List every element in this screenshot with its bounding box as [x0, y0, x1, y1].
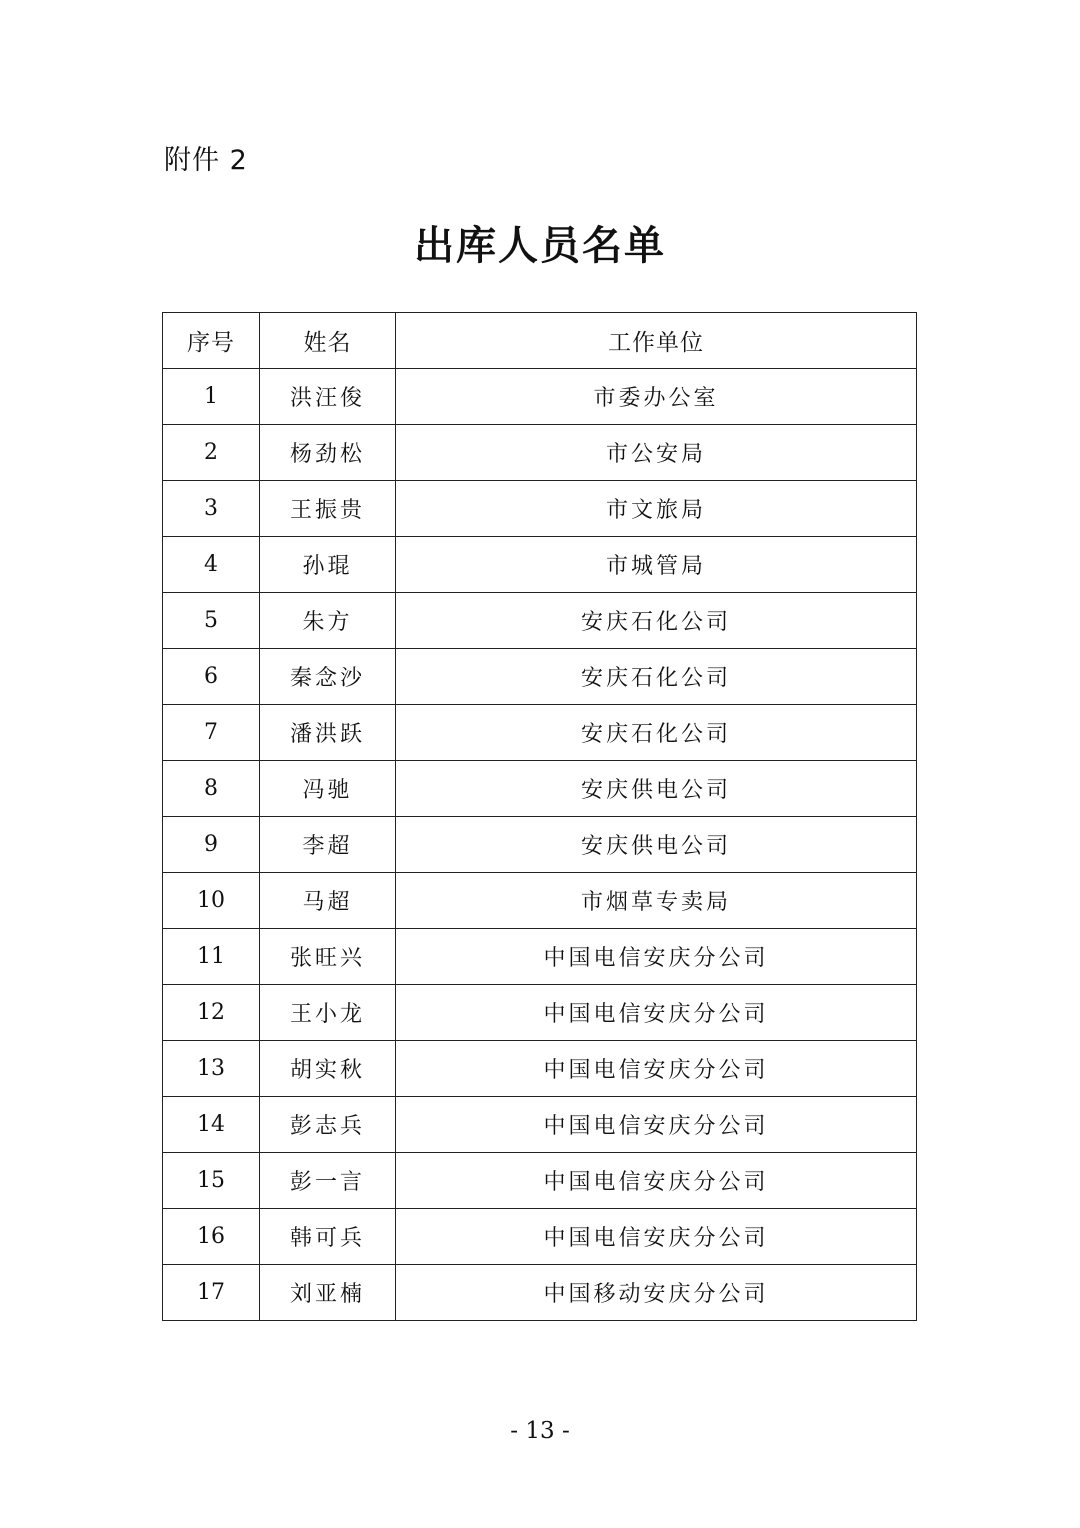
- table-header-row: [163, 313, 917, 369]
- table-row: [163, 929, 917, 985]
- cell-name: 潘洪跃: [260, 705, 396, 761]
- cell-number: 6: [163, 649, 260, 705]
- cell-number: 3: [163, 481, 260, 537]
- cell-number: 9: [163, 817, 260, 873]
- table-row: [163, 1209, 917, 1265]
- cell-name: 王振贵: [260, 481, 396, 537]
- table-row: [163, 761, 917, 817]
- table-row: [163, 985, 917, 1041]
- cell-name: 张旺兴: [260, 929, 396, 985]
- cell-unit: 市文旅局: [396, 481, 917, 537]
- table-row: [163, 1153, 917, 1209]
- cell-unit: 中国电信安庆分公司: [396, 1209, 917, 1265]
- table-row: [163, 817, 917, 873]
- cell-unit: 市公安局: [396, 425, 917, 481]
- column-header-unit: 工作单位: [396, 313, 917, 369]
- cell-number: 15: [163, 1153, 260, 1209]
- cell-name: 杨劲松: [260, 425, 396, 481]
- cell-number: 12: [163, 985, 260, 1041]
- cell-name: 朱方: [260, 593, 396, 649]
- cell-unit: 中国电信安庆分公司: [396, 929, 917, 985]
- cell-unit: 中国电信安庆分公司: [396, 1097, 917, 1153]
- cell-name: 李超: [260, 817, 396, 873]
- cell-number: 13: [163, 1041, 260, 1097]
- cell-number: 5: [163, 593, 260, 649]
- cell-name: 刘亚楠: [260, 1265, 396, 1321]
- cell-unit: 中国移动安庆分公司: [396, 1265, 917, 1321]
- table-row: [163, 537, 917, 593]
- table-row: [163, 873, 917, 929]
- cell-unit: 安庆石化公司: [396, 705, 917, 761]
- cell-number: 4: [163, 537, 260, 593]
- page-title: 出库人员名单: [414, 222, 666, 269]
- cell-number: 2: [163, 425, 260, 481]
- cell-name: 冯驰: [260, 761, 396, 817]
- table-row: [163, 705, 917, 761]
- attachment-label: 附件 2: [164, 145, 248, 176]
- table-row: [163, 1097, 917, 1153]
- cell-unit: 安庆供电公司: [396, 817, 917, 873]
- table-row: [163, 649, 917, 705]
- personnel-table: [162, 312, 917, 1321]
- cell-number: 11: [163, 929, 260, 985]
- column-header-name: 姓名: [260, 313, 396, 369]
- table-row: [163, 1265, 917, 1321]
- column-header-number: 序号: [163, 313, 260, 369]
- cell-unit: 中国电信安庆分公司: [396, 1041, 917, 1097]
- cell-number: 17: [163, 1265, 260, 1321]
- cell-unit: 中国电信安庆分公司: [396, 985, 917, 1041]
- cell-unit: 安庆供电公司: [396, 761, 917, 817]
- page-number: - 13 -: [510, 1418, 570, 1444]
- cell-name: 彭志兵: [260, 1097, 396, 1153]
- cell-number: 1: [163, 369, 260, 425]
- cell-name: 胡实秋: [260, 1041, 396, 1097]
- cell-name: 彭一言: [260, 1153, 396, 1209]
- cell-name: 马超: [260, 873, 396, 929]
- cell-unit: 中国电信安庆分公司: [396, 1153, 917, 1209]
- cell-unit: 市城管局: [396, 537, 917, 593]
- cell-number: 7: [163, 705, 260, 761]
- cell-name: 洪汪俊: [260, 369, 396, 425]
- table-row: [163, 481, 917, 537]
- cell-name: 王小龙: [260, 985, 396, 1041]
- table-row: [163, 425, 917, 481]
- cell-unit: 市委办公室: [396, 369, 917, 425]
- cell-number: 10: [163, 873, 260, 929]
- cell-name: 韩可兵: [260, 1209, 396, 1265]
- cell-unit: 安庆石化公司: [396, 649, 917, 705]
- table-row: [163, 1041, 917, 1097]
- cell-unit: 安庆石化公司: [396, 593, 917, 649]
- cell-number: 8: [163, 761, 260, 817]
- cell-number: 16: [163, 1209, 260, 1265]
- table-row: [163, 593, 917, 649]
- cell-name: 秦念沙: [260, 649, 396, 705]
- cell-unit: 市烟草专卖局: [396, 873, 917, 929]
- table-body: [163, 369, 917, 1321]
- cell-name: 孙琨: [260, 537, 396, 593]
- cell-number: 14: [163, 1097, 260, 1153]
- table-row: [163, 369, 917, 425]
